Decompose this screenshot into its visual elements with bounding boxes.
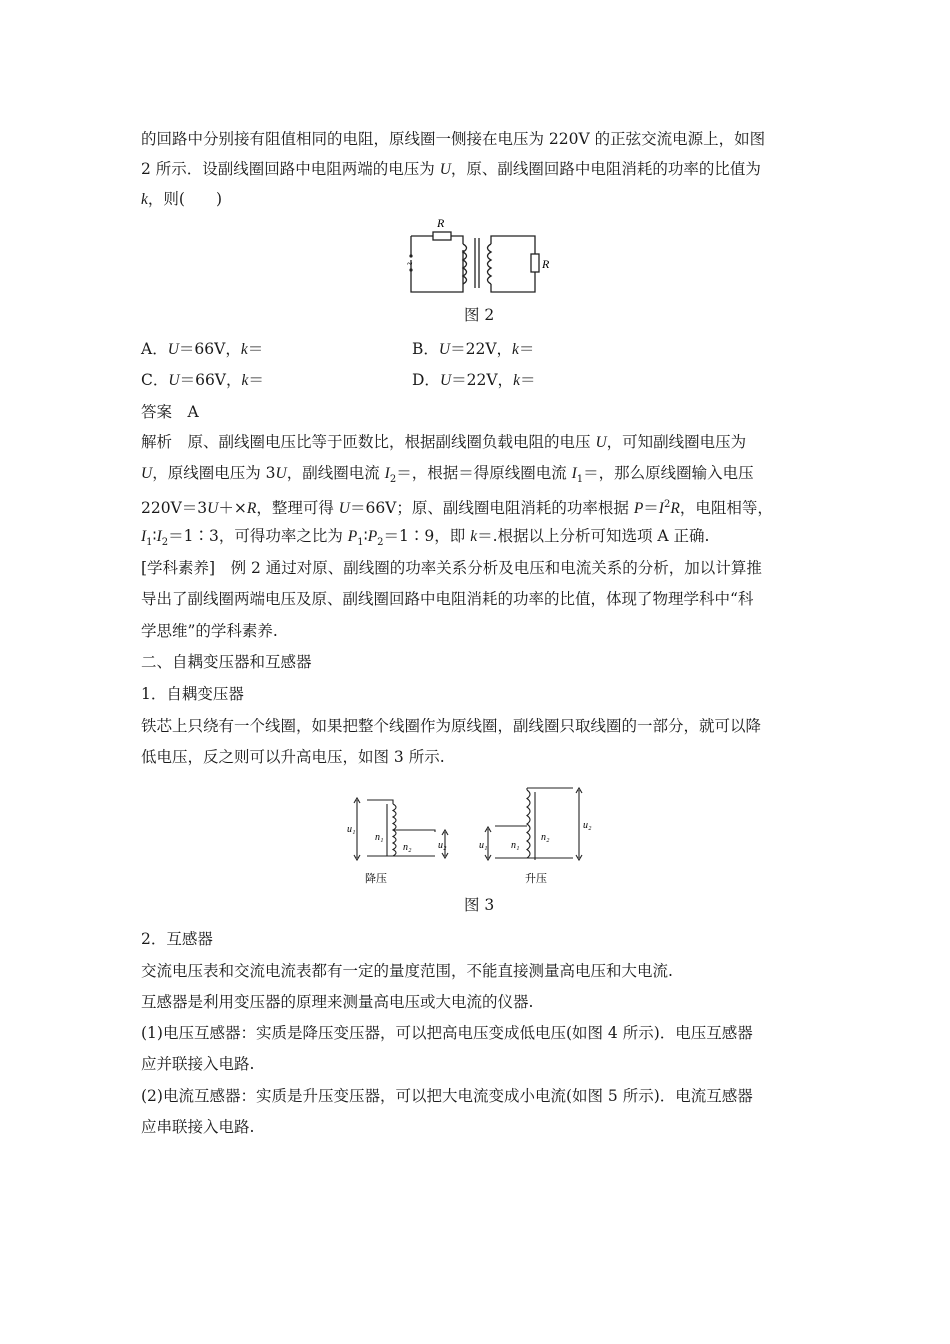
text: ＝1∶9，即 <box>383 527 471 545</box>
option-eq: ＝ <box>519 371 536 389</box>
option-eq: ＝ <box>247 340 264 358</box>
body-line: 应并联接入电路. <box>141 1055 255 1073</box>
section-heading: 二、自耦变压器和互感器 <box>141 653 312 671</box>
variable-k: k <box>513 372 520 389</box>
variable-i: I <box>571 465 577 482</box>
subsection-heading: 2．互感器 <box>141 930 213 948</box>
text: ∶ <box>152 527 157 545</box>
subscript: 1 <box>146 537 153 549</box>
diagram-label: 升压 <box>525 873 547 885</box>
variable-i: I <box>384 465 390 482</box>
voltage-label: u₁ <box>479 840 488 851</box>
variable-u: U <box>141 465 153 482</box>
subscript: 2 <box>389 474 397 486</box>
text: ，整理可得 <box>256 499 339 518</box>
resistor-label: R <box>437 216 445 230</box>
option-eq: ＝ <box>518 340 535 358</box>
subscript: 1 <box>576 474 584 486</box>
diagram-label: 降压 <box>365 873 387 885</box>
option-value: ＝22V， <box>450 340 513 358</box>
text: ，可知副线圈电压为 <box>606 433 747 451</box>
text: ，则( ) <box>147 190 222 208</box>
variable-u: U <box>438 341 451 358</box>
option-letter: C． <box>141 371 169 389</box>
option-letter: A． <box>141 340 168 358</box>
analysis-line <box>141 431 746 454</box>
body-line: (2)电流互感器：实质是升压变压器，可以把大电流变成小电流(如图 5 所示)．电流互感器 <box>141 1087 753 1105</box>
figure-3-autotransformer <box>345 782 600 890</box>
text: ，原、副线圈回路中电阻消耗的功率的比值为 <box>450 160 761 178</box>
variable-i: I <box>658 500 664 518</box>
text: 解析 原、副线圈电压比等于匝数比，根据副线圈负载电阻的电压 <box>141 433 596 451</box>
analysis-line <box>141 494 773 520</box>
analysis-line <box>141 525 709 554</box>
turns-label: n₂ <box>403 842 412 853</box>
analysis-line <box>141 462 754 491</box>
text: ，副线圈电流 <box>286 464 385 482</box>
variable-i: I <box>156 528 162 545</box>
body-line: 交流电压表和交流电流表都有一定的量度范围，不能直接测量高电压和大电流. <box>141 962 673 980</box>
variable-r: R <box>670 500 680 518</box>
variable-k: k <box>240 341 248 358</box>
option-a <box>141 338 263 361</box>
option-value: ＝66V， <box>179 371 242 389</box>
option-b <box>412 338 534 361</box>
variable-k: k <box>470 528 478 545</box>
text: ，电阻相等， <box>679 499 773 518</box>
variable-u: U <box>207 500 219 518</box>
voltage-label: u₁ <box>347 824 356 835</box>
text: ＝ <box>643 499 659 518</box>
variable-p: P <box>633 500 644 518</box>
question-text-line <box>141 158 761 181</box>
text: 的回路中分别接有阻值相同的电阻，原线圈一侧接在电压为 220V 的正弦交流电源上，如图 <box>141 130 766 148</box>
text: ，原线圈电压为 3 <box>152 464 276 482</box>
option-value: ＝66V， <box>178 340 241 358</box>
text: 2 所示．设副线圈回路中电阻两端的电压为 <box>141 160 440 178</box>
literacy-line: [学科素养] 例 2 通过对原、副线圈的功率关系分析及电压和电流关系的分析，加以计算推 <box>141 559 762 577</box>
literacy-line: 导出了副线圈两端电压及原、副线圈回路中电阻消耗的功率的比值，体现了物理学科中“科 <box>141 590 754 608</box>
secondary-coil <box>488 244 492 284</box>
body-line: 低电压，反之则可以升高电压，如图 3 所示. <box>141 748 445 766</box>
body-line: 应串联接入电路. <box>141 1118 255 1136</box>
step-down-diagram <box>354 798 448 860</box>
variable-p: P <box>367 528 378 545</box>
subscript: 2 <box>161 537 169 549</box>
resistor-primary <box>433 232 451 240</box>
answer-line: 答案 A <box>141 403 199 421</box>
variable-u: U <box>338 500 350 518</box>
option-letter: B． <box>412 340 439 358</box>
option-d <box>412 369 535 392</box>
body-line: 铁芯上只绕有一个线圈，如果把整个线圈作为原线圈，副线圈只取线圈的一部分，就可以降 <box>141 717 762 735</box>
text: ∶ <box>363 527 368 545</box>
turns-label: n₂ <box>541 832 550 843</box>
question-text-line <box>141 128 765 150</box>
text: ＝66V；原、副线圈电阻消耗的功率根据 <box>349 499 634 518</box>
variable-r: R <box>246 500 257 518</box>
text: 220V＝3 <box>141 499 208 518</box>
figure-caption: 图 3 <box>464 896 495 914</box>
subscript: 2 <box>377 537 384 549</box>
variable-u: U <box>439 372 452 389</box>
variable-p: P <box>347 528 358 545</box>
turns-label: n₁ <box>375 832 384 843</box>
option-c <box>141 369 264 392</box>
figure-2-circuit <box>395 212 565 302</box>
voltage-label: u₂ <box>583 820 592 831</box>
text: ＝1∶3，可得功率之比为 <box>168 527 348 545</box>
variable-u: U <box>595 434 607 451</box>
body-line: 互感器是利用变压器的原理来测量高电压或大电流的仪器. <box>141 993 534 1011</box>
turns-label: n₁ <box>511 840 520 851</box>
step-up-diagram <box>485 788 582 860</box>
question-text-line <box>141 188 222 211</box>
voltage-label: u₂ <box>438 840 447 851</box>
variable-k: k <box>512 341 519 358</box>
text: ＝，那么原线圈输入电压 <box>583 464 754 482</box>
ac-source-symbol: ~ <box>407 259 413 270</box>
option-value: ＝22V， <box>451 371 514 389</box>
subscript: 1 <box>357 537 364 549</box>
variable-u: U <box>439 161 451 178</box>
text: ＝，根据＝得原线圈电流 <box>396 464 572 482</box>
variable-u: U <box>167 341 179 358</box>
subsection-heading: 1．自耦变压器 <box>141 685 244 703</box>
figure-caption: 图 2 <box>464 306 495 324</box>
literacy-line: 学思维”的学科素养. <box>141 622 278 640</box>
variable-u: U <box>275 465 287 482</box>
resistor-secondary <box>531 254 539 272</box>
resistor-label: R <box>542 257 550 271</box>
superscript: 2 <box>663 499 671 510</box>
option-letter: D． <box>412 371 440 389</box>
text: ＋× <box>218 499 247 518</box>
variable-k: k <box>141 191 148 208</box>
variable-i: I <box>141 528 147 545</box>
variable-k: k <box>241 372 249 389</box>
option-eq: ＝ <box>248 371 264 389</box>
body-line: (1)电压互感器：实质是降压变压器，可以把高电压变成低电压(如图 4 所示)．电压互感器 <box>141 1024 753 1042</box>
variable-u: U <box>168 372 180 389</box>
text: ＝.根据以上分析可知选项 A 正确. <box>477 527 710 545</box>
